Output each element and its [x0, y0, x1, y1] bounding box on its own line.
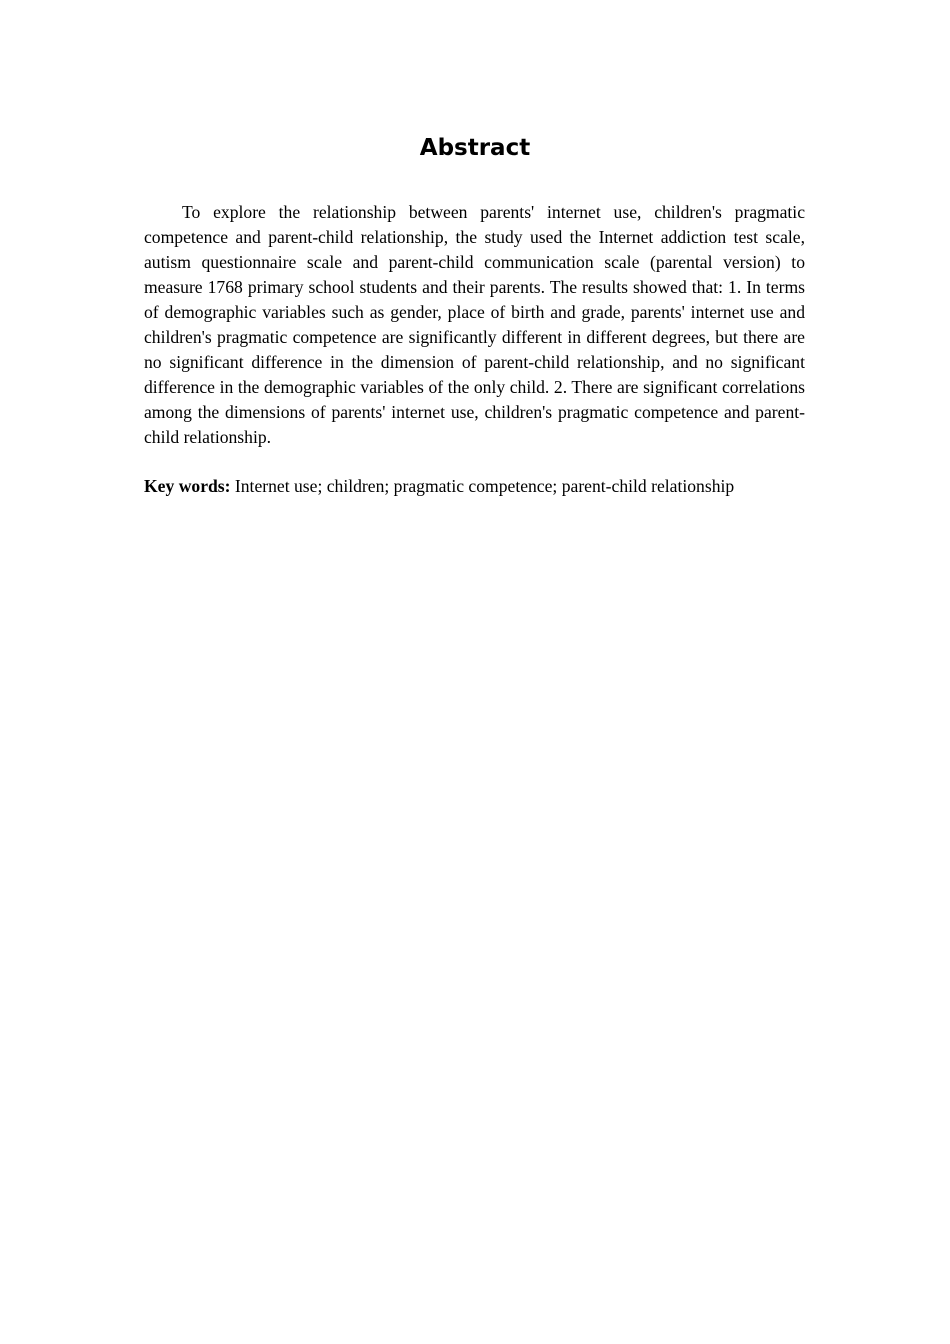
keywords-text: Internet use; children; pragmatic competence; parent-child relationship — [234, 476, 735, 496]
abstract-title: Abstract — [419, 135, 531, 161]
keywords-line — [144, 474, 844, 499]
keywords-label: Key words: — [144, 476, 231, 496]
abstract-paragraph: To explore the relationship between parents' internet use, children's pragmatic competence and parent-child relationship, the study used the Internet addiction test scale, autism questionnaire scale and parent-child communication scale (parental version) to measure 1768 primary school students and their parents. The results showed that: 1. In terms of demographic variables such as gender, place of birth and grade, parents' internet use and children's pragmatic competence are significantly different in different degrees, but there are no significant difference in the dimension of parent-child relationship, and no significant difference in the demographic variables of the only child. 2. There are significant correlations among the dimensions of parents' internet use, children's pragmatic competence and parent-child relationship. — [144, 202, 805, 447]
